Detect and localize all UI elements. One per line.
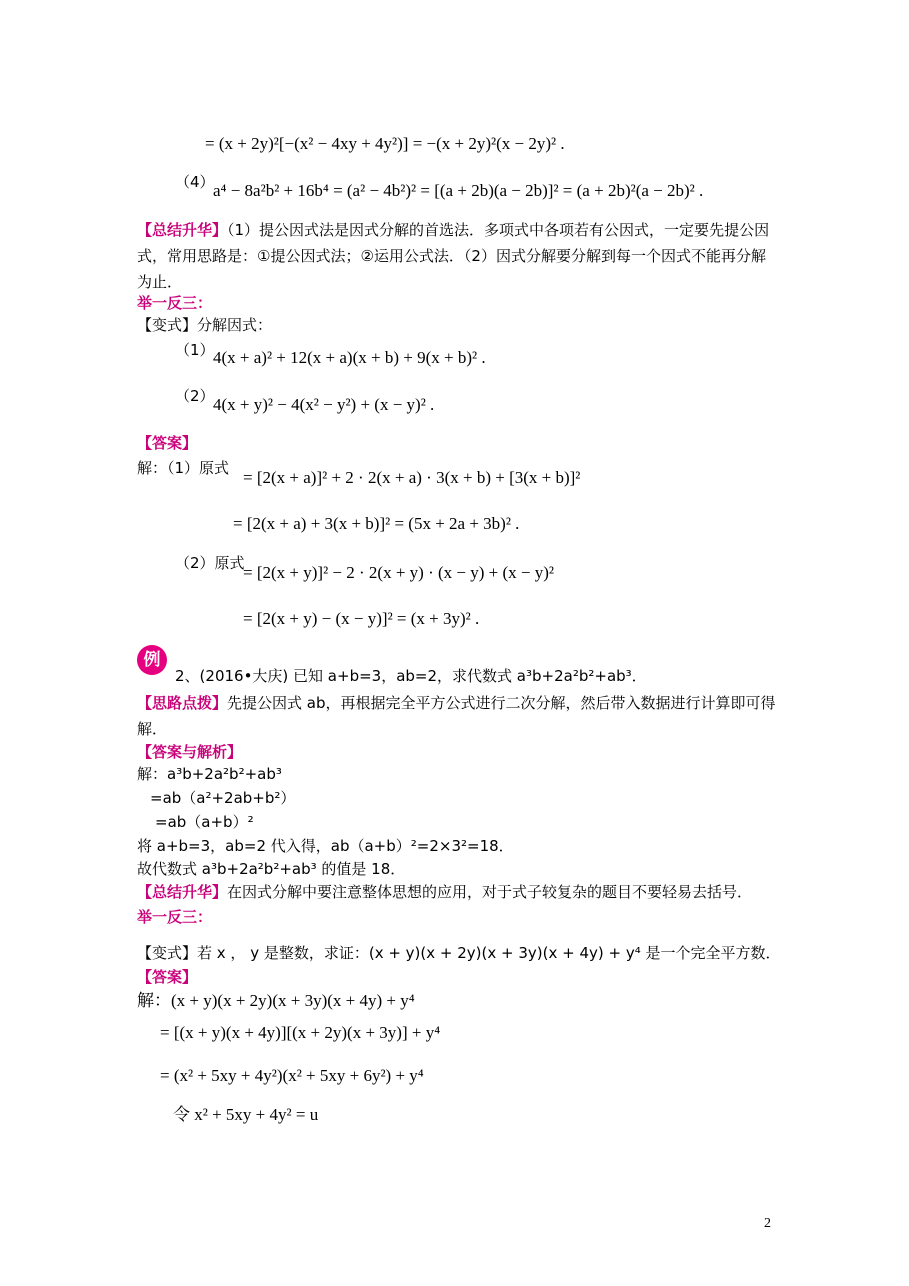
factor-line-4: a⁴ − 8a²b² + 16b⁴ = (a² − 4b²)² = [(a + 2b)(a − 2b)]² = (a + 2b)²(a − 2b)² . — [213, 181, 704, 200]
answer-heading-3: 【答案】 — [137, 968, 198, 986]
variant-heading-1: 【变式】分解因式： — [137, 316, 273, 334]
solution-3-line-1: 解：(x + y)(x + 2y)(x + 3y)(x + 4y) + y⁴ — [137, 991, 415, 1010]
variant-2-tag: 【变式】 — [137, 944, 198, 962]
summary-paragraph-1 — [137, 217, 777, 295]
step-line-1: = (x + 2y)²[−(x² − 4xy + 4y²)] = −(x + 2y)²(x − 2y)² . — [205, 134, 565, 153]
variant-item-1-number: （1） — [175, 341, 215, 359]
example-2-question: 2、(2016•大庆) 已知 a+b=3，ab=2，求代数式 a³b+2a²b²+ab³． — [175, 667, 647, 685]
answer-heading-2: 【答案与解析】 — [137, 743, 243, 761]
example-badge: 例 — [137, 645, 167, 675]
solution-ex2-line-3: =ab（a+b）² — [155, 813, 254, 831]
solution-3-line-4: 令 x² + 5xy + 4y² = u — [173, 1105, 319, 1124]
variant-item-1: 4(x + a)² + 12(x + a)(x + b) + 9(x + b)² . — [213, 348, 486, 367]
summary-text-2: 在因式分解中要注意整体思想的应用，对于式子较复杂的题目不要轻易去括号． — [227, 883, 753, 901]
solution-2-label: （2）原式 — [175, 554, 245, 572]
extend-heading-1: 举一反三： — [137, 294, 213, 312]
solution-2-step-a: = [2(x + y)]² − 2 · 2(x + y) · (x − y) + (x − y)² — [243, 563, 554, 582]
answer-heading-1: 【答案】 — [137, 434, 198, 452]
solution-1-label: 解：（1）原式 — [137, 459, 230, 477]
item-number-4: （4） — [175, 173, 215, 191]
page-number: 2 — [764, 1216, 771, 1231]
solution-1-step-b: = [2(x + a) + 3(x + b)]² = (5x + 2a + 3b)² . — [233, 514, 520, 533]
summary-tag-2: 【总结升华】 — [137, 883, 228, 901]
variant-item-2-number: （2） — [175, 387, 215, 405]
summary-tag: 【总结升华】 — [137, 221, 228, 239]
hint-paragraph — [137, 690, 777, 742]
extend-heading-2: 举一反三： — [137, 908, 213, 926]
hint-tag: 【思路点拨】 — [137, 694, 228, 712]
solution-ex2-line-2: =ab（a²+2ab+b²） — [150, 789, 296, 807]
summary-paragraph-2 — [137, 882, 752, 902]
variant-item-2: 4(x + y)² − 4(x² − y²) + (x − y)² . — [213, 395, 435, 414]
solution-2-step-b: = [2(x + y) − (x − y)]² = (x + 3y)² . — [243, 609, 480, 628]
variant-2-text: 若 x ， y 是整数，求证：(x + y)(x + 2y)(x + 3y)(x + 4y) + y⁴ 是一个完全平方数． — [197, 944, 781, 962]
hint-text: 先提公因式 ab，再根据完全平方公式进行二次分解，然后带入数据进行计算即可得解． — [137, 694, 776, 738]
solution-ex2-line-5: 故代数式 a³b+2a²b²+ab³ 的值是 18． — [137, 860, 406, 878]
variant-2-line — [137, 943, 781, 963]
solution-3-line-3: = (x² + 5xy + 4y²)(x² + 5xy + 6y²) + y⁴ — [160, 1066, 424, 1085]
solution-ex2-line-1: 解：a³b+2a²b²+ab³ — [137, 765, 282, 783]
solution-ex2-line-4: 将 a+b=3，ab=2 代入得，ab（a+b）²=2×3²=18． — [137, 837, 514, 855]
summary-text: （1）提公因式法是因式分解的首选法．多项式中各项若有公因式，一定要先提公因式，常用思路是：①提公因式法；②运用公式法．（2）因式分解要分解到每一个因式不能再分解为止． — [137, 221, 770, 291]
solution-1-step-a: = [2(x + a)]² + 2 · 2(x + a) · 3(x + b) + [3(x + b)]² — [243, 468, 581, 487]
solution-3-line-2: = [(x + y)(x + 4y)][(x + 2y)(x + 3y)] + y⁴ — [160, 1023, 441, 1042]
